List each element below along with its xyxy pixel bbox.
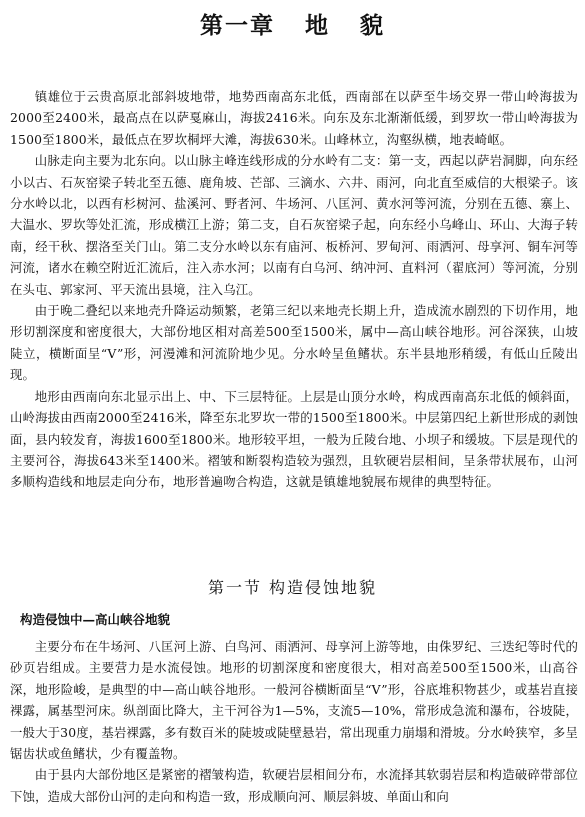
paragraph: 由于县内大部份地区是紧密的褶皱构造，软硬岩层相间分布，水流择其软弱岩层和构造破碎带部位下蚀，造成大部份山河的走向和构造一致，形成顺向河、顺层斜坡、单面山和向 — [10, 767, 578, 804]
paragraph: 主要分布在牛场河、八匡河上游、白鸟河、雨洒河、母享河上游等地，由侏罗纪、三迭纪等时代的砂页岩组成。主要营力是水流侵蚀。地形的切割深度和密度很大，相对高差500至1500米，山高谷深，地形险峻，是典型的中—高山峡谷地形。一般河谷横断面呈“V”形，谷底堆积物甚少，或基岩直接裸露，属基型河床。纵剖面比降大，主干河谷为1—5%，支流5—10%，常形成急流和瀑布，谷坡陡，一般大于30度，基岩裸露，多有数百米的陡坡或陡壁悬岩，常出现重力崩塌和滑坡。分水岭狭窄，多呈锯齿状或鱼鳍状，少有覆盖物。 — [10, 639, 578, 762]
subheading: 构造侵蚀中—高山峡谷地貌 — [20, 612, 171, 627]
intro-text-block — [10, 86, 578, 493]
paragraph: 由于晚二叠纪以来地壳升降运动频繁，老第三纪以来地壳长期上升，造成流水剧烈的下切作用，地形切割深度和密度很大，大部份地区相对高差500至1500米，属中—高山峡谷地形。河谷深狭，山坡陡立，横断面呈“V”形，河漫滩和河流阶地少见。分水岭呈鱼鳍状。东半县地形稍缓，有低山丘陵出现。 — [10, 303, 578, 383]
paragraph: 镇雄位于云贵高原北部斜坡地带，地势西南高东北低，西南部在以萨至牛场交界一带山岭海拔为2000至2400米，最高点在以萨戛麻山，海拔2416米。向东及东北渐渐低缓，到罗坎一带山岭海拔为1500至1800米，最低点在罗坎桐坪大滩，海拔630米。山峰林立，沟壑纵横，地表崎岖。 — [10, 89, 578, 147]
paragraph: 地形由西南向东北显示出上、中、下三层特征。上层是山顶分水岭，构成西南高东北低的倾斜面，山岭海拔由西南2000至2416米，降至东北罗坎一带的1500至1800米。中层第四纪上新世形成的剥蚀面，县内较发育，海拔1600至1800米。地形较平坦，一般为丘陵台地、小坝子和缓坡。下层是现代的主要河谷，海拔643米至1400米。褶皱和断裂构造较为强烈，且软硬岩层相间，呈条带状展布，山河多顺构造线和地层走向分布，地形普遍吻合构造，这就是镇雄地貌展布规律的典型特征。 — [10, 388, 578, 490]
section-text-block — [10, 636, 578, 807]
paragraph: 山脉走向主要为北东向。以山脉主峰连线形成的分水岭有二支：第一支，西起以萨岩洞脚，向东经小以古、石灰窑梁子转北至五德、鹿角坡、芒部、三滴水、六井、雨河，向北直至威信的大根梁子。该分水岭以北，以西有杉树河、盐溪河、野者河、牛场河、八匡河、黄水河等河流，分别在五德、寨上、大温水、罗坎等处汇流，形成横江上游；第二支，自石灰窑梁子起，向东经小乌峰山、环山、大海子转南，经干秋、摆洛至关门山。第二支分水岭以东有庙河、板桥河、罗甸河、雨洒河、母享河、铜车河等河流，诸水在赖空附近汇流后，注入赤水河；以南有白乌河、纳冲河、直料河（翟底河）等河流，分别在头屯、郭家河、平天流出县境，注入乌江。 — [10, 153, 578, 297]
section-title: 第一节 构造侵蚀地貌 — [207, 578, 378, 597]
chapter-title: 第一章 地 貌 — [199, 13, 386, 39]
